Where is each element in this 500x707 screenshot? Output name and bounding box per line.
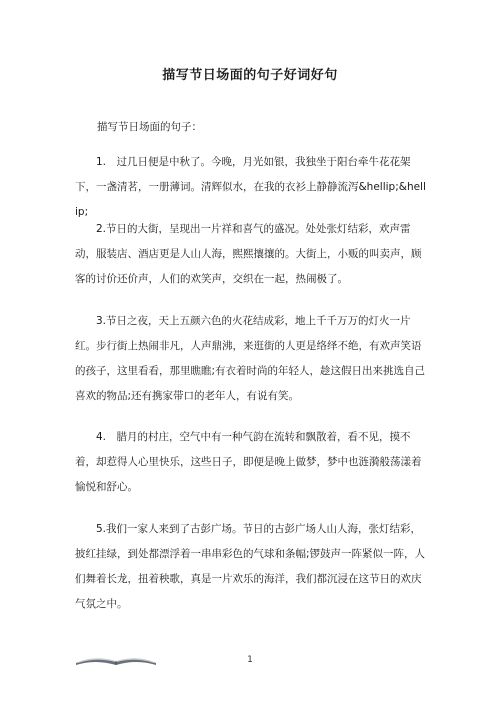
paragraph-2: 2.节日的大街，呈现出一片祥和喜气的盛况。处处张灯结彩，欢声雷动，服装店、酒店更是人山人海，熙熙攘攘的。大街上，小贩的叫卖声，顾客的讨价还价声，人们的欢笑声，交织在一起，热闹极了。 xyxy=(75,223,422,285)
paragraph-1: 1. 过几日便是中秋了。今晚，月光如银，我独坐于阳台牵牛花花架下，一盏清茗，一册薄词。清辉似水，在我的衣衫上静静流泻&hellip;&hellip; xyxy=(75,156,426,218)
page-number: 1 xyxy=(247,655,253,665)
document-title: 描写节日场面的句子好词好句 xyxy=(162,68,338,83)
paragraph-5: 5.我们一家人来到了古彭广场。节日的古彭广场人山人海，张灯结彩，披红挂绿，到处都漂浮着一串串彩色的气球和条幅;锣鼓声一阵紧似一阵，人们舞着长龙，扭着秧歌，真是一片欢乐的海洋，我们都沉浸在这节日的欢庆气氛之中。 xyxy=(75,523,426,610)
paragraph-4: 4. 腊月的村庄，空气中有一种气韵在流转和飘散着，看不见，摸不着，却惹得人心里快乐，这些日子，即便是晚上做梦，梦中也涟漪般荡漾着愉悦和舒心。 xyxy=(75,431,422,493)
intro-text: 描写节日场面的句子： xyxy=(97,121,202,133)
paragraph-3: 3.节日之夜，天上五颜六色的火花结成彩，地上千千万万的灯火一片红。步行街上热闹非凡，人声鼎沸，来逛街的人更是络绎不绝，有欢声笑语的孩子，这里看看，那里瞧瞧;有衣着时尚的年轻人，趁这假日出来挑选自己喜欢的物品;还有携家带口的老年人，有说有笑。 xyxy=(75,315,426,402)
